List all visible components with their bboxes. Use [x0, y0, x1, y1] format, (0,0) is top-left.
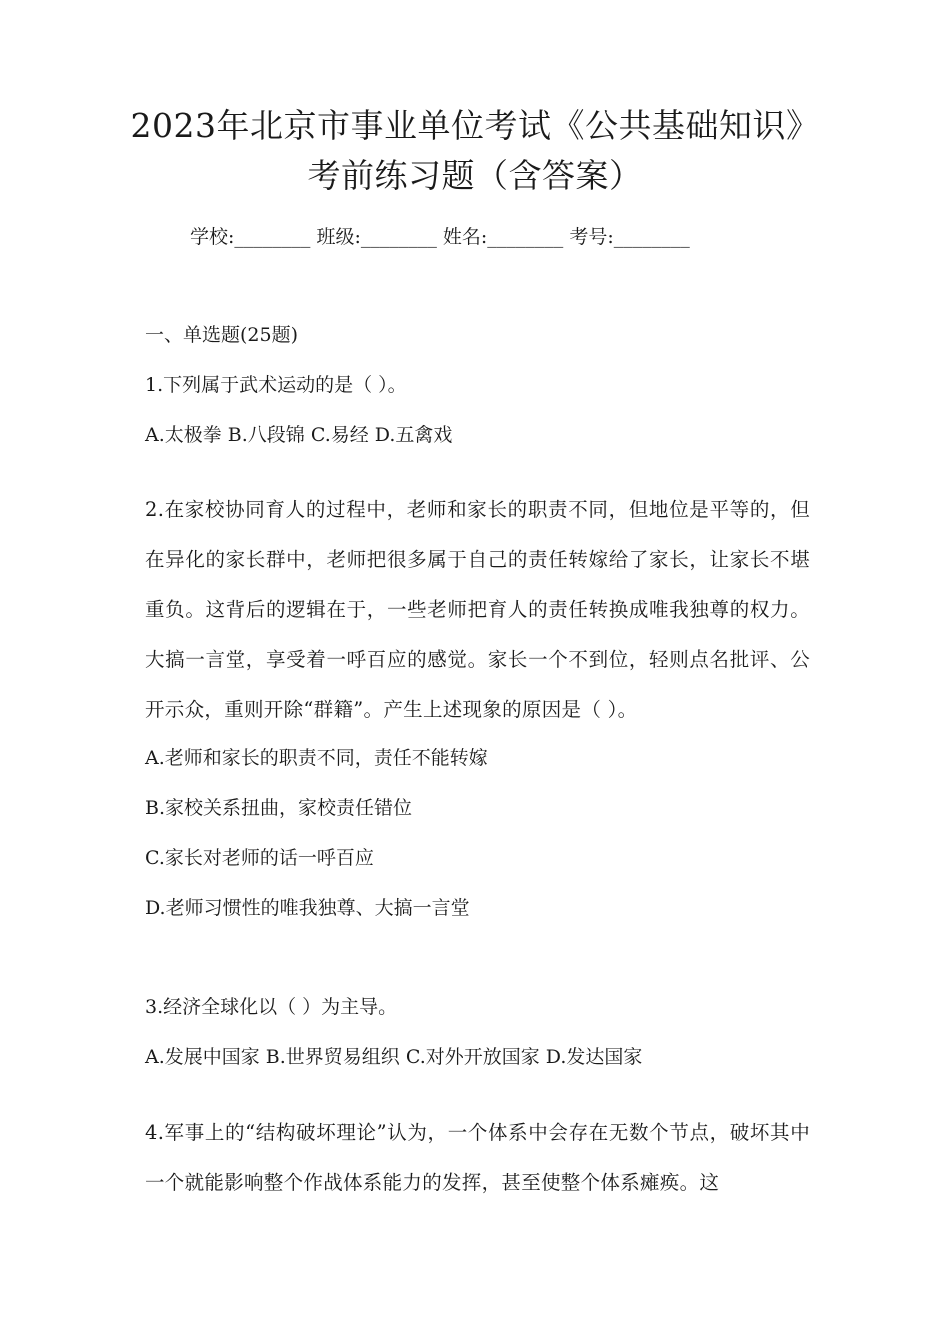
student-info-fields: 学校:________ 班级:________ 姓名:________ 考号:________	[190, 226, 690, 248]
question-3-stem: 3.经济全球化以（ ）为主导。	[145, 996, 398, 1018]
document-title-line-1: 2023年北京市事业单位考试《公共基础知识》	[130, 106, 820, 145]
question-1-stem: 1.下列属于武术运动的是（ ）。	[145, 374, 407, 396]
question-4-stem: 4.军事上的“结构破坏理论”认为，一个体系中会存在无数个节点，破坏其中一个就能影响整个作战体系能力的发挥，甚至使整个体系瘫痪。这	[145, 1121, 810, 1194]
question-2-option-c: C.家长对老师的话一呼百应	[145, 847, 374, 869]
question-2-option-d: D.老师习惯性的唯我独尊、大搞一言堂	[145, 897, 470, 919]
question-1-options: A.太极拳 B.八段锦 C.易经 D.五禽戏	[145, 424, 453, 446]
question-3-options: A.发展中国家 B.世界贸易组织 C.对外开放国家 D.发达国家	[145, 1046, 643, 1068]
document-title-line-2: 考前练习题（含答案）	[307, 156, 643, 195]
question-2-option-a: A.老师和家长的职责不同，责任不能转嫁	[145, 747, 488, 769]
section-heading: 一、单选题(25题)	[145, 324, 299, 346]
question-2-stem: 2.在家校协同育人的过程中，老师和家长的职责不同，但地位是平等的，但在异化的家长群中，老师把很多属于自己的责任转嫁给了家长，让家长不堪重负。这背后的逻辑在于，一些老师把育人的责任转换成唯我独尊的权力。大搞一言堂，享受着一呼百应的感觉。家长一个不到位，轻则点名批评、公开示众，重则开除“群籍”。产生上述现象的原因是（ ）。	[145, 498, 810, 721]
question-2-option-b: B.家校关系扭曲，家校责任错位	[145, 797, 413, 819]
